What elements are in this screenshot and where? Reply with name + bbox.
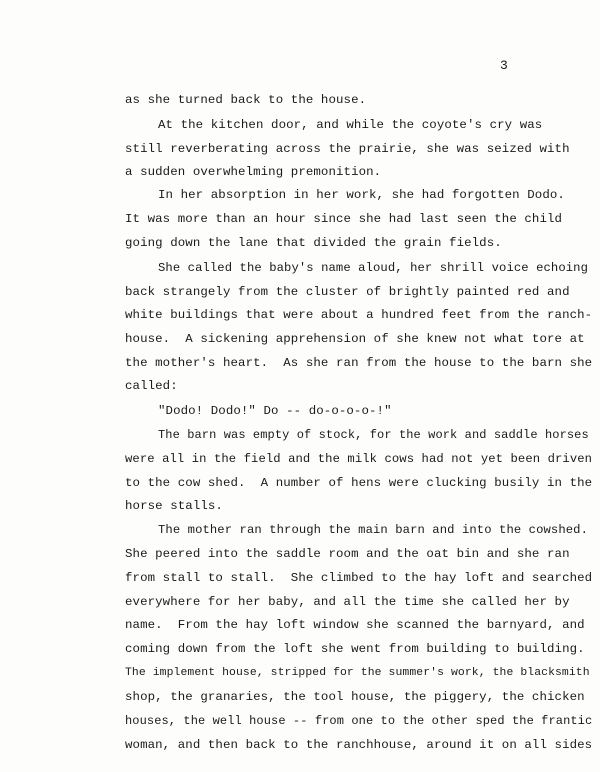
text-line: The mother ran through the main barn and into the cowshed. (158, 523, 588, 537)
text-line: name. From the hay loft window she scanned the barnyard, and (125, 618, 585, 632)
text-line: The implement house, stripped for the summer's work, the blacksmith (125, 667, 590, 679)
text-line: house. A sickening apprehension of she knew not what tore at (125, 332, 585, 346)
text-line: houses, the well house -- from one to the other sped the frantic (125, 714, 593, 728)
text-line: to the cow shed. A number of hens were clucking busily in the (125, 476, 593, 490)
text-line: She called the baby's name aloud, her shrill voice echoing (158, 261, 588, 275)
text-line: still reverberating across the prairie, she was seized with (125, 142, 570, 156)
text-line: everywhere for her baby, and all the time she called her by (125, 595, 570, 609)
text-line: woman, and then back to the ranchhouse, around it on all sides (125, 738, 593, 752)
text-line: shop, the granaries, the tool house, the piggery, the chicken (125, 690, 585, 704)
text-line: She peered into the saddle room and the oat bin and she ran (125, 547, 570, 561)
page-number: 3 (500, 58, 508, 73)
text-line: In her absorption in her work, she had forgotten Dodo. (158, 188, 565, 202)
text-line: At the kitchen door, and while the coyote's cry was (158, 118, 543, 132)
text-line: It was more than an hour since she had last seen the child (125, 212, 563, 226)
text-line: called: (125, 379, 178, 393)
text-line: coming down from the loft she went from building to building. (125, 642, 585, 656)
text-line: horse stalls. (125, 499, 223, 513)
text-line: going down the lane that divided the grain fields. (125, 236, 502, 250)
text-line: The barn was empty of stock, for the work and saddle horses (158, 428, 589, 442)
quoted-call-line: "Dodo! Dodo!" Do -- do-o-o-o-!" (158, 404, 392, 418)
text-line: a sudden overwhelming premonition. (125, 165, 382, 179)
text-line: were all in the field and the milk cows had not yet been driven (125, 452, 593, 466)
text-line: as she turned back to the house. (125, 93, 367, 107)
text-line: white buildings that were about a hundred feet from the ranch- (125, 308, 593, 322)
text-line: the mother's heart. As she ran from the house to the barn she (125, 356, 593, 370)
text-line: from stall to stall. She climbed to the hay loft and searched (125, 571, 593, 585)
text-line: back strangely from the cluster of brightly painted red and (125, 285, 570, 299)
